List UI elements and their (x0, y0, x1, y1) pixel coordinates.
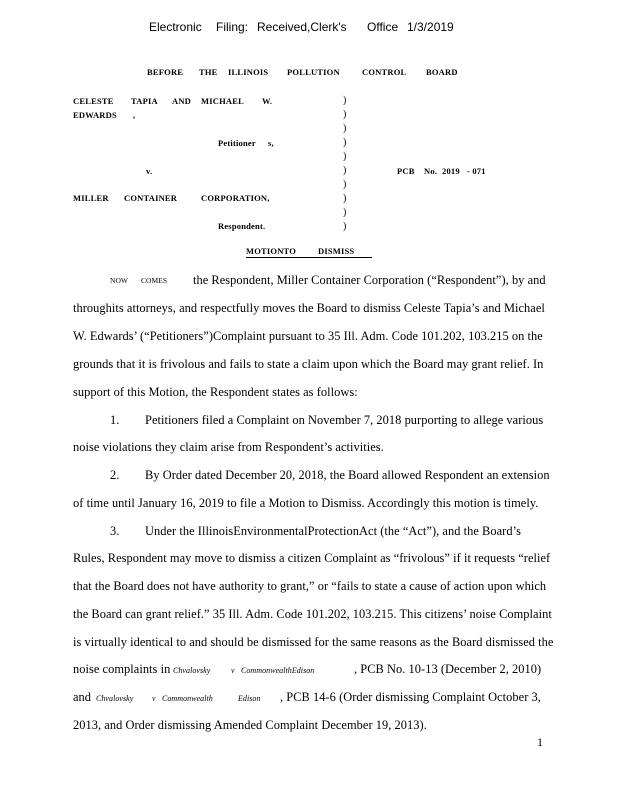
filing-header-word: Received,Clerk's (257, 20, 347, 34)
body-text: , PCB No. 10-13 (December 2, 2010) (354, 662, 542, 676)
petitioner-label: Petitioner (218, 138, 256, 148)
filing-header-word: Electronic (149, 20, 202, 34)
paragraph-number: 1. (110, 413, 120, 427)
board-title-word: POLLUTION (287, 67, 340, 77)
petitioner-name: CELESTE (73, 96, 114, 106)
petitioner-name: MICHAEL (201, 96, 244, 106)
body-text: COMES (141, 276, 168, 285)
case-number: 2019 (442, 166, 460, 176)
board-title-word: BOARD (426, 67, 458, 77)
case-name: v (152, 694, 156, 703)
versus: v. (146, 166, 153, 176)
body-text: noise complaints in (73, 662, 171, 676)
paragraph-number: 2. (110, 468, 120, 482)
board-title-word: BEFORE (147, 67, 184, 77)
caption-paren: ) (343, 123, 347, 134)
body-text: that the Board does not have authority to grant,” or “fails to state a cause of action upon which (73, 579, 547, 593)
body-text: Under the IllinoisEnvironmentalProtectionAct (the “Act”), and the Board’s (145, 524, 521, 538)
case-name: Edison (238, 694, 261, 703)
board-title-word: ILLINOIS (228, 67, 269, 77)
case-name: Chvalovsky (173, 666, 211, 675)
body-text: Petitioners filed a Complaint on November 7, 2018 purporting to allege various (145, 413, 544, 427)
petitioner-name: AND (172, 96, 192, 106)
body-text: 2013, and Order dismissing Amended Complaint December 19, 2013). (73, 718, 427, 732)
motion-title-underline (246, 257, 372, 258)
caption-paren: ) (343, 151, 347, 162)
petitioner-label: s, (268, 138, 274, 148)
caption-paren: ) (343, 221, 347, 232)
respondent-name: MILLER (73, 193, 109, 203)
respondent-name: CONTAINER (124, 193, 178, 203)
case-name: Commonwealth (162, 694, 213, 703)
caption-paren: ) (343, 109, 347, 120)
body-text: NOW (110, 276, 129, 285)
motion-title-word: DISMISS (318, 246, 355, 256)
paragraph-number: 3. (110, 524, 120, 538)
caption-paren: ) (343, 137, 347, 148)
body-text: W. Edwards’ (“Petitioners”)Complaint pursuant to 35 Ill. Adm. Code 101.202, 103.215 on the (73, 329, 543, 343)
body-text: grounds that it is frivolous and fails to state a claim upon which the Board may grant relief. In (73, 357, 544, 371)
caption-paren: ) (343, 207, 347, 218)
board-title-word: CONTROL (362, 67, 407, 77)
body-text: Rules, Respondent may move to dismiss a citizen Complaint as “frivolous” if it requests “relief (73, 551, 551, 565)
body-text: noise violations they claim arise from Respondent’s activities. (73, 440, 384, 454)
respondent-name: CORPORATION, (201, 193, 270, 203)
caption-paren: ) (343, 179, 347, 190)
filing-header-date: 1/3/2019 (407, 20, 454, 34)
body-text: By Order dated December 20, 2018, the Board allowed Respondent an extension (145, 468, 550, 482)
body-text: is virtually identical to and should be dismissed for the same reasons as the Board dismissed the (73, 635, 554, 649)
caption-paren: ) (343, 95, 347, 106)
filing-header-word: Office (367, 20, 399, 34)
body-text: , PCB 14-6 (Order dismissing Complaint October 3, (280, 690, 541, 704)
body-text: the Board can grant relief.” 35 Ill. Adm. Code 101.202, 103.215. This citizens’ noise Complaint (73, 607, 552, 621)
motion-title-word: MOTIONTO (246, 246, 297, 256)
caption-paren: ) (343, 193, 347, 204)
body-text: support of this Motion, the Respondent states as follows: (73, 385, 358, 399)
case-name: v (231, 666, 235, 675)
filing-header-word: Filing: (216, 20, 249, 34)
body-text: and (73, 690, 92, 704)
case-number: No. (424, 166, 438, 176)
respondent-label: Respondent. (218, 221, 266, 231)
petitioner-name: EDWARDS (73, 110, 117, 120)
petitioner-name: TAPIA (131, 96, 158, 106)
petitioner-name: , (133, 110, 136, 120)
body-text: throughits attorneys, and respectfully moves the Board to dismiss Celeste Tapia’s and Michael (73, 301, 545, 315)
case-name: Chvalovsky (96, 694, 134, 703)
caption-paren: ) (343, 165, 347, 176)
petitioner-name: W. (262, 96, 273, 106)
board-title-word: THE (199, 67, 218, 77)
case-number: PCB (397, 166, 415, 176)
case-name: CommonwealthEdison (241, 666, 315, 675)
page-number: 1 (537, 735, 543, 749)
body-text: the Respondent, Miller Container Corporation (“Respondent”), by and (193, 273, 546, 287)
case-number: - 071 (467, 166, 486, 176)
body-text: of time until January 16, 2019 to file a Motion to Dismiss. Accordingly this motion is timely. (73, 496, 539, 510)
